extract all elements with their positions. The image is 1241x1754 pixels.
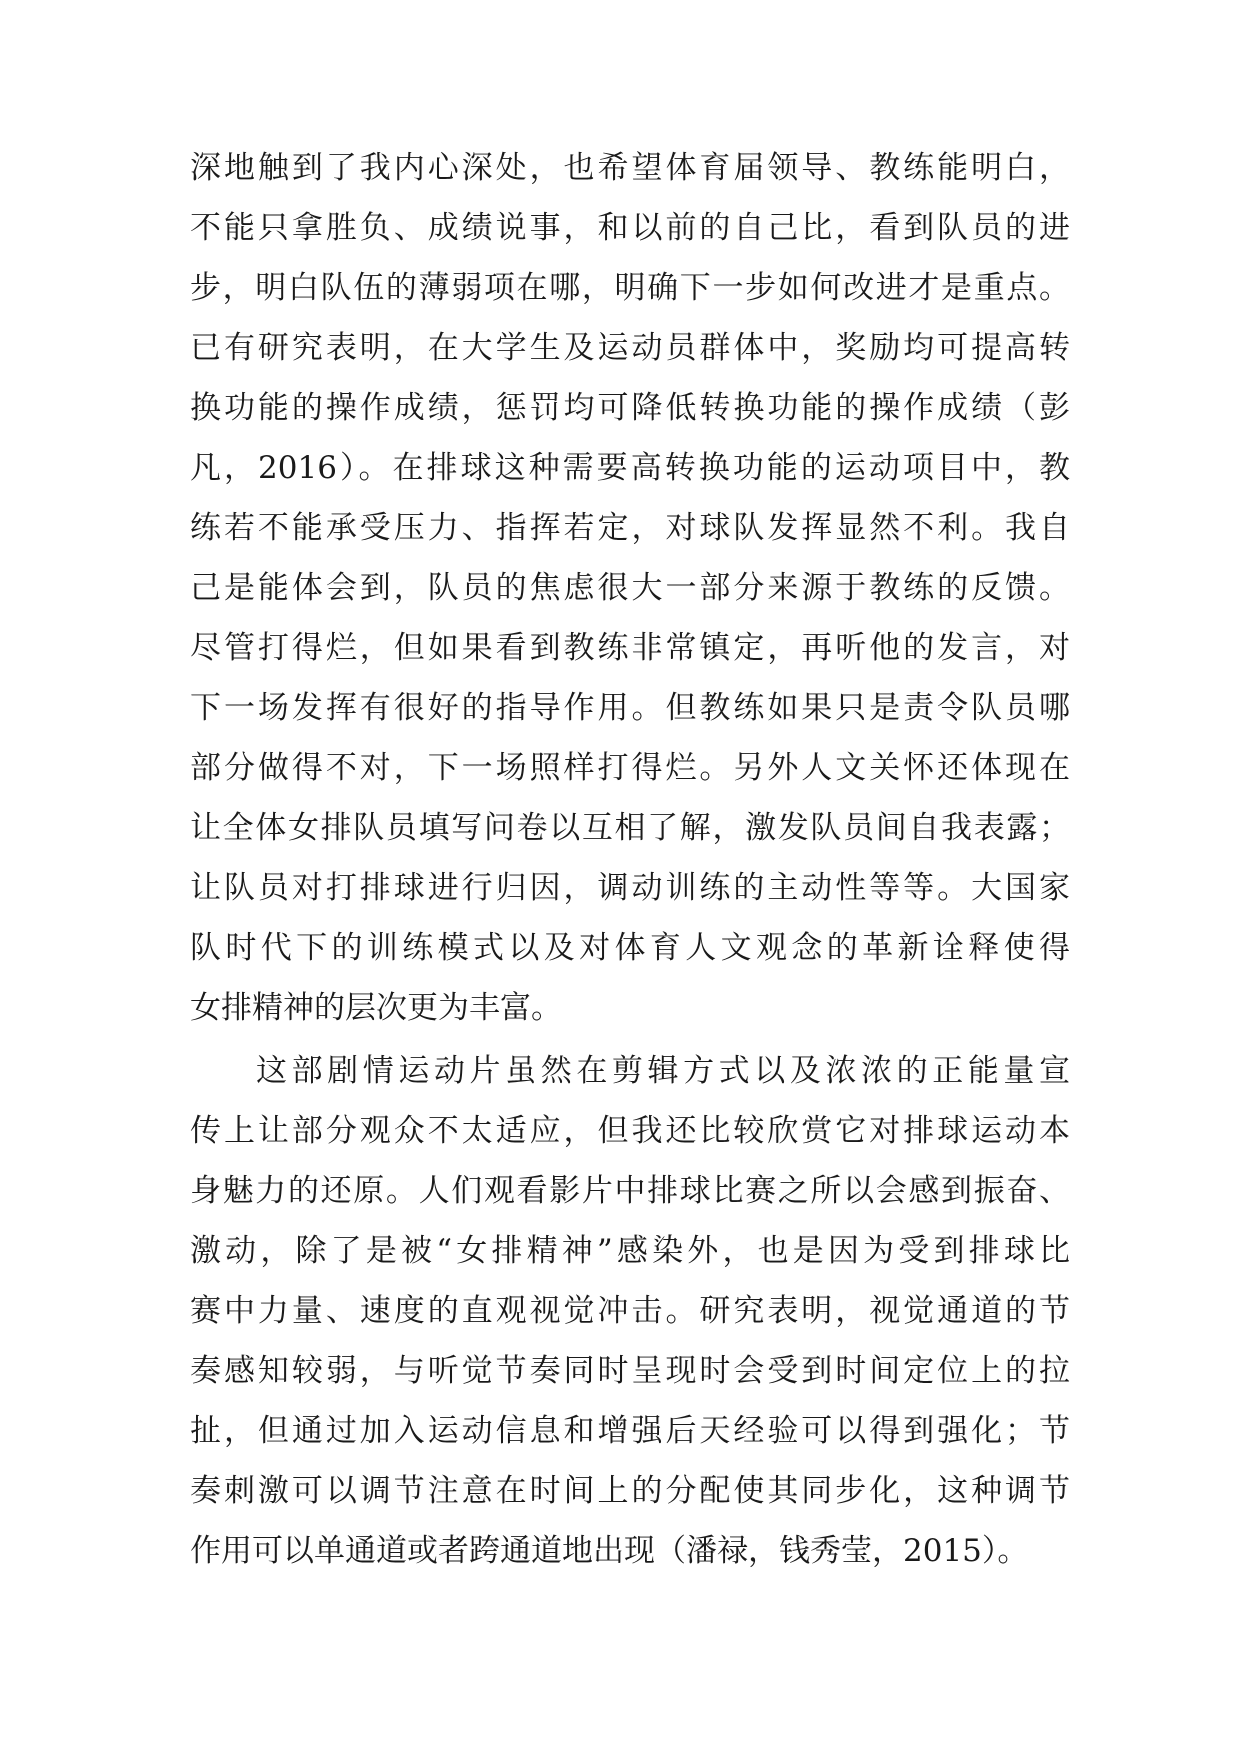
paragraph-1	[190, 138, 1070, 1038]
text-line: 部分做得不对，下一场照样打得烂。另外人文关怀还体现在	[190, 750, 1070, 786]
text-line: 作用可以单通道或者跨通道地出现（潘禄，钱秀莹，2015）。	[190, 1533, 1029, 1569]
body-text	[190, 138, 1070, 1581]
text-line: 已有研究表明，在大学生及运动员群体中，奖励均可提高转	[190, 330, 1070, 366]
text-line: 扯，但通过加入运动信息和增强后天经验可以得到强化；节	[190, 1413, 1070, 1449]
text-line: 己是能体会到，队员的焦虑很大一部分来源于教练的反馈。	[190, 570, 1070, 606]
text-line: 奏刺激可以调节注意在时间上的分配使其同步化，这种调节	[190, 1473, 1070, 1509]
text-line: 步，明白队伍的薄弱项在哪，明确下一步如何改进才是重点。	[190, 270, 1070, 306]
text-line: 让全体女排队员填写问卷以互相了解，激发队员间自我表露；	[190, 810, 1070, 846]
text-line: 不能只拿胜负、成绩说事，和以前的自己比，看到队员的进	[190, 210, 1070, 246]
text-line: 换功能的操作成绩，惩罚均可降低转换功能的操作成绩（彭	[190, 390, 1070, 426]
text-line: 女排精神的层次更为丰富。	[190, 990, 562, 1026]
text-line: 这部剧情运动片虽然在剪辑方式以及浓浓的正能量宣	[256, 1053, 1070, 1089]
text-line: 队时代下的训练模式以及对体育人文观念的革新诠释使得	[190, 930, 1070, 966]
text-line: 凡，2016）。在排球这种需要高转换功能的运动项目中，教	[190, 450, 1070, 486]
text-line: 身魅力的还原。人们观看影片中排球比赛之所以会感到振奋、	[190, 1173, 1070, 1209]
text-line: 奏感知较弱，与听觉节奏同时呈现时会受到时间定位上的拉	[190, 1353, 1070, 1389]
text-line: 下一场发挥有很好的指导作用。但教练如果只是责令队员哪	[190, 690, 1070, 726]
paragraph-2	[190, 1041, 1070, 1581]
text-line: 练若不能承受压力、指挥若定，对球队发挥显然不利。我自	[190, 510, 1070, 546]
text-line: 尽管打得烂，但如果看到教练非常镇定，再听他的发言，对	[190, 630, 1070, 666]
text-line: 赛中力量、速度的直观视觉冲击。研究表明，视觉通道的节	[190, 1293, 1070, 1329]
text-line: 深地触到了我内心深处，也希望体育届领导、教练能明白，	[190, 150, 1070, 186]
text-line: 让队员对打排球进行归因，调动训练的主动性等等。大国家	[190, 870, 1070, 906]
text-line: 传上让部分观众不太适应，但我还比较欣赏它对排球运动本	[190, 1113, 1070, 1149]
text-line: 激动，除了是被“女排精神”感染外，也是因为受到排球比	[190, 1233, 1070, 1269]
